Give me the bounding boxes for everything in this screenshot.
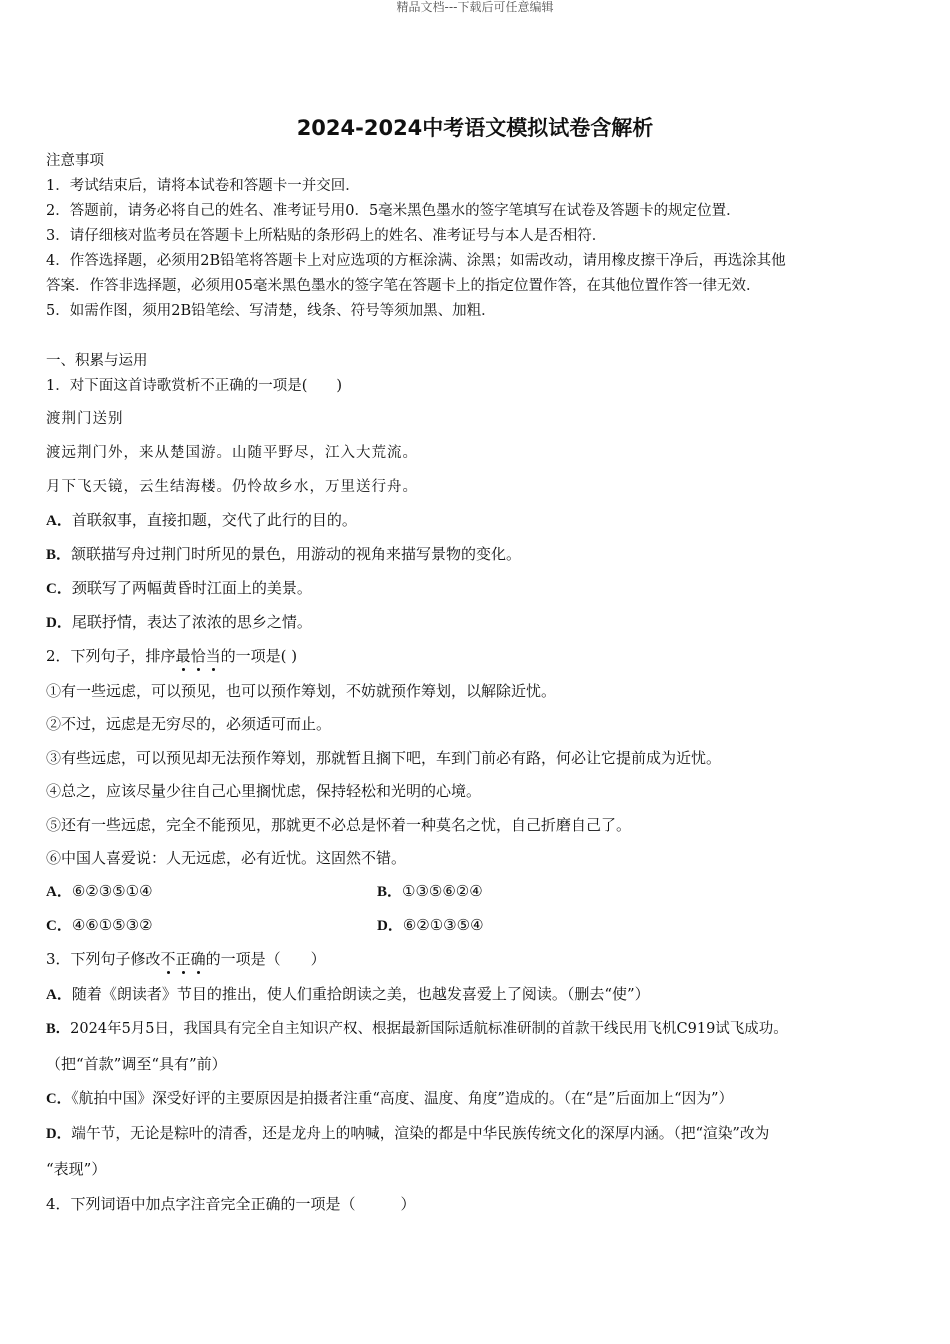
option-text: ⑥②①③⑤④ bbox=[402, 916, 484, 934]
option-label: A． bbox=[46, 513, 72, 529]
question-2-sentence: ③有些远虑，可以预见却无法预作筹划，那就暂且搁下吧，车到门前必有路，何必让它提前成为近忧。 bbox=[46, 749, 722, 767]
question-1-option-a[interactable] bbox=[46, 510, 357, 531]
header-watermark: 精品文档---下载后可任意编辑 bbox=[396, 0, 554, 14]
question-3-option-a[interactable] bbox=[46, 984, 650, 1005]
notice-item: 1．考试结束后，请将本试卷和答题卡一并交回． bbox=[46, 178, 360, 194]
notice-item: 5．如需作图，须用2B铅笔绘、写清楚，线条、符号等须加黑、加粗． bbox=[46, 303, 496, 319]
stem-text: 3．下列句子修改 bbox=[46, 950, 161, 968]
notice-item: 4．作答选择题，必须用2B铅笔将答题卡上对应选项的方框涂满、涂黑；如需改动，请用橡皮擦干净后，再选涂其他 bbox=[46, 253, 786, 269]
question-2-option-c[interactable] bbox=[46, 915, 153, 936]
emphasis-char: 最 bbox=[175, 647, 191, 665]
stem-text: 的一项是（ ） bbox=[205, 950, 326, 968]
question-4-stem: 4．下列词语中加点字注音完全正确的一项是（ ） bbox=[46, 1195, 416, 1213]
emphasis-char: 确 bbox=[190, 950, 206, 968]
option-label: A． bbox=[46, 987, 72, 1003]
question-3-option-b[interactable] bbox=[46, 1019, 788, 1039]
option-label: B． bbox=[46, 1021, 71, 1037]
stem-text: 2．下列句子，排序 bbox=[46, 647, 176, 665]
notice-item: 2．答题前，请务必将自己的姓名、准考证号用0．5毫米黑色墨水的签字笔填写在试卷及答题卡的规定位置． bbox=[46, 203, 741, 219]
emphasis-char: 当 bbox=[205, 647, 221, 665]
section-heading: 一、积累与运用 bbox=[46, 353, 148, 369]
question-2-option-b[interactable] bbox=[377, 881, 483, 902]
option-text: ④⑥①⑤③② bbox=[71, 916, 153, 934]
option-label: A． bbox=[46, 884, 72, 900]
question-2-sentence: ⑥中国人喜爱说：人无远虑，必有近忧。这固然不错。 bbox=[46, 849, 407, 867]
question-3-option-d[interactable] bbox=[46, 1124, 769, 1144]
poem-line: 渡远荆门外，来从楚国游。山随平野尽，江入大荒流。 bbox=[46, 445, 418, 461]
question-3-option-d-continued: “表现”） bbox=[46, 1160, 107, 1178]
option-label: C． bbox=[46, 1091, 72, 1107]
notice-item: 答案．作答非选择题，必须用05毫米黑色墨水的签字笔在答题卡上的指定位置作答，在其他位置作答一律无效． bbox=[46, 278, 761, 294]
question-2-sentence: ①有一些远虑，可以预见，也可以预作筹划，不妨就预作筹划，以解除近忧。 bbox=[46, 682, 557, 700]
question-2-option-d[interactable] bbox=[377, 915, 484, 936]
option-text: 端午节，无论是粽叶的清香，还是龙舟上的呐喊，渲染的都是中华民族传统文化的深厚内涵。（把“渲染”改为 bbox=[71, 1125, 770, 1142]
question-2-sentence: ②不过，远虑是无穷尽的，必须适可而止。 bbox=[46, 715, 332, 733]
option-text: 首联叙事，直接扣题，交代了此行的目的。 bbox=[71, 511, 357, 529]
emphasis-char: 正 bbox=[175, 950, 191, 968]
option-label: D． bbox=[46, 1126, 72, 1142]
option-text: 2024年5月5日，我国具有完全自主知识产权、根据最新国际适航标准研制的首款干线民用飞机C919试飞成功。 bbox=[70, 1021, 788, 1037]
question-3-option-c[interactable] bbox=[46, 1089, 733, 1109]
emphasis-char: 不 bbox=[160, 950, 176, 968]
option-text: 颔联描写舟过荆门时所见的景色，用游动的视角来描写景物的变化。 bbox=[71, 545, 522, 563]
question-3-stem bbox=[46, 949, 326, 969]
option-text: 《航拍中国》深受好评的主要原因是拍摄者注重“高度、温度、角度”造成的。（在“是”后面加上“因为”） bbox=[71, 1090, 734, 1107]
option-text: 随着《朗读者》节目的推出，使人们重拾朗读之美，也越发喜爱上了阅读。（删去“使”） bbox=[71, 985, 650, 1003]
question-2-sentence: ④总之，应该尽量少往自己心里搁忧虑，保持轻松和光明的心境。 bbox=[46, 782, 482, 800]
question-2-option-a[interactable] bbox=[46, 881, 153, 902]
poem-line: 月下飞天镜，云生结海楼。仍怜故乡水，万里送行舟。 bbox=[46, 479, 418, 495]
question-1-option-c[interactable] bbox=[46, 578, 312, 599]
option-label: B． bbox=[46, 547, 72, 563]
option-text: ①③⑤⑥②④ bbox=[402, 882, 483, 900]
option-text: 尾联抒情，表达了浓浓的思乡之情。 bbox=[71, 613, 312, 631]
question-2-sentence: ⑤还有一些远虑，完全不能预见，那就更不必总是怀着一种莫名之忧，自己折磨自己了。 bbox=[46, 816, 632, 834]
option-label: C． bbox=[46, 581, 72, 597]
stem-text: 的一项是( ) bbox=[220, 647, 298, 665]
option-label: B． bbox=[377, 884, 403, 900]
question-1-option-b[interactable] bbox=[46, 544, 521, 565]
option-label: D． bbox=[46, 615, 72, 631]
poem-title: 渡荆门送别 bbox=[46, 411, 124, 427]
question-2-stem bbox=[46, 646, 297, 666]
notice-heading: 注意事项 bbox=[46, 153, 104, 169]
option-label: D． bbox=[377, 918, 403, 934]
page-title: 2024-2024中考语文模拟试卷含解析 bbox=[296, 116, 654, 140]
emphasis-char: 恰 bbox=[190, 647, 206, 665]
option-text: 颈联写了两幅黄昏时江面上的美景。 bbox=[71, 579, 312, 597]
question-1-stem: 1．对下面这首诗歌赏析不正确的一项是( ) bbox=[46, 378, 343, 394]
option-text: ⑥②③⑤①④ bbox=[71, 882, 153, 900]
option-label: C． bbox=[46, 918, 72, 934]
notice-item: 3．请仔细核对监考员在答题卡上所粘贴的条形码上的姓名、准考证号与本人是否相符． bbox=[46, 228, 607, 244]
question-3-option-b-continued: （把“首款”调至“具有”前） bbox=[46, 1055, 227, 1073]
question-1-option-d[interactable] bbox=[46, 612, 312, 633]
